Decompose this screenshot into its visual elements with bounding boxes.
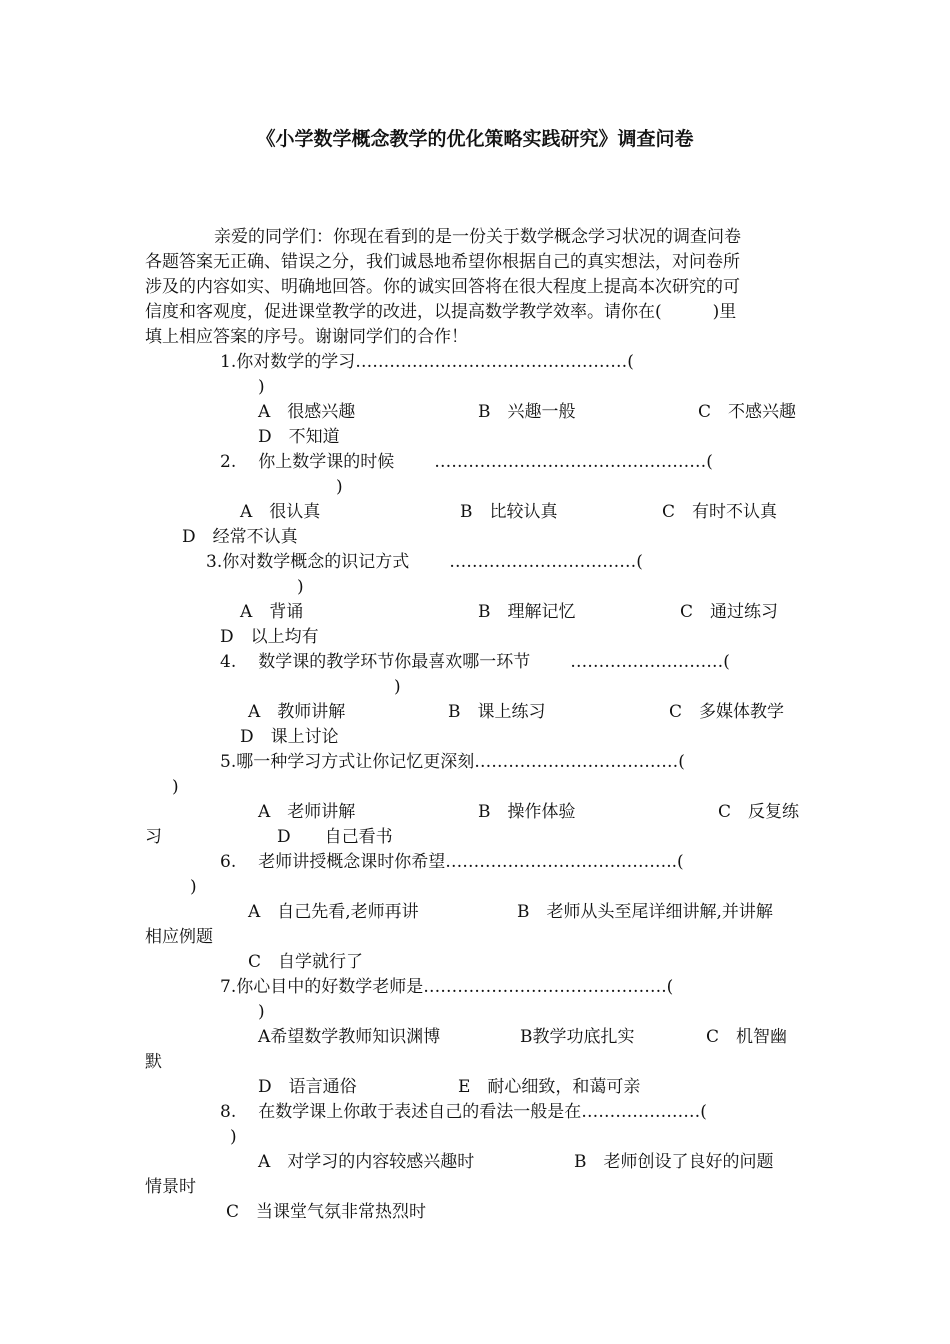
- question-1: [220, 350, 634, 375]
- answer-leader: ………………………………(: [474, 752, 685, 772]
- option-b-continued: 相应例题: [145, 927, 213, 947]
- question-8: [220, 1100, 707, 1125]
- option-c-continued: 默: [145, 1052, 162, 1072]
- option-a: A 很感兴趣: [258, 402, 356, 422]
- question-number: 2.: [220, 452, 237, 472]
- answer-leader: …………………………………………(: [434, 452, 713, 472]
- option-c: C 自学就行了: [248, 952, 364, 972]
- answer-blank-close[interactable]: ): [190, 877, 197, 897]
- option-c: C 有时不认真: [662, 502, 778, 522]
- option-b: B 兴趣一般: [478, 402, 576, 422]
- option-b-continued: 情景时: [145, 1177, 196, 1197]
- answer-leader: …………………(: [581, 1102, 707, 1122]
- option-b: B 老师从头至尾详细讲解,并讲解: [517, 902, 773, 922]
- answer-blank-close[interactable]: ): [172, 777, 179, 797]
- option-b: B 课上练习: [448, 702, 546, 722]
- option-c-continued: 习: [145, 827, 162, 847]
- question-2: [220, 450, 713, 475]
- answer-blank-close[interactable]: ): [297, 577, 304, 597]
- option-d: D 语言通俗: [258, 1077, 357, 1097]
- option-c: C 不感兴趣: [698, 402, 797, 422]
- question-text: 你对数学的学习: [236, 352, 356, 372]
- answer-leader: …………………………………….(: [423, 977, 674, 997]
- option-a: A 教师讲解: [248, 702, 346, 722]
- option-b: B教学功底扎实: [520, 1027, 635, 1047]
- option-a: A 自己先看,老师再讲: [248, 902, 419, 922]
- intro-line: 填上相应答案的序号。谢谢同学们的合作！: [145, 327, 468, 347]
- option-d: D 不知道: [258, 427, 340, 447]
- option-a: A 很认真: [240, 502, 321, 522]
- option-c: C 通过练习: [680, 602, 779, 622]
- question-number: 5.: [220, 752, 237, 772]
- option-a: A 对学习的内容较感兴趣时: [258, 1152, 475, 1172]
- answer-blank-close[interactable]: ): [394, 677, 401, 697]
- question-number: 4.: [220, 652, 237, 672]
- intro-line: 涉及的内容如实、明确地回答。你的诚实回答将在很大程度上提高本次研究的可: [145, 277, 740, 297]
- option-a: A 老师讲解: [258, 802, 356, 822]
- question-text: 老师讲授概念课时你希望: [258, 852, 446, 872]
- question-text: 在数学课上你敢于表述自己的看法一般是在: [258, 1102, 582, 1122]
- answer-blank-close[interactable]: ): [336, 477, 343, 497]
- question-text: 哪一种学习方式让你记忆更深刻: [236, 752, 475, 772]
- option-d: D 课上讨论: [240, 727, 339, 747]
- option-c: C 机智幽: [706, 1027, 788, 1047]
- option-b: B 老师创设了良好的问题: [574, 1152, 774, 1172]
- question-number: 7.: [220, 977, 237, 997]
- question-number: 3.: [206, 552, 223, 572]
- question-text: 数学课的教学环节你最喜欢哪一环节: [258, 652, 531, 672]
- answer-blank-close[interactable]: ): [230, 1127, 237, 1147]
- option-c: C 多媒体教学: [669, 702, 785, 722]
- answer-blank-close[interactable]: ): [258, 377, 265, 397]
- intro-line: 亲爱的同学们：你现在看到的是一份关于数学概念学习状况的调查问卷: [214, 227, 741, 247]
- option-b: B 理解记忆: [478, 602, 576, 622]
- question-number: 6.: [220, 852, 237, 872]
- option-d: D 经常不认真: [182, 527, 298, 547]
- option-b: B 比较认真: [460, 502, 558, 522]
- option-a: A希望数学教师知识渊博: [258, 1027, 441, 1047]
- option-b: B 操作体验: [478, 802, 576, 822]
- intro-line: 信度和客观度，促进课堂教学的改进，以提高数学教学效率。请你在( )里: [145, 302, 737, 322]
- option-c: C 当课堂气氛非常热烈时: [226, 1202, 427, 1222]
- question-number: 1.: [220, 352, 237, 372]
- question-number: 8.: [220, 1102, 237, 1122]
- question-4: [220, 650, 730, 675]
- answer-leader: …………………………………………(: [355, 352, 634, 372]
- questionnaire-title: 《小学数学概念教学的优化策略实践研究》调查问卷: [256, 128, 694, 150]
- question-text: 你心目中的好数学老师是: [236, 977, 424, 997]
- option-e: E 耐心细致，和蔼可亲: [458, 1077, 641, 1097]
- option-d: D 自己看书: [277, 827, 393, 847]
- option-c: C 反复练: [718, 802, 800, 822]
- question-5: [220, 750, 685, 775]
- question-3: [206, 550, 643, 575]
- answer-blank-close[interactable]: ): [258, 1002, 265, 1022]
- answer-leader: ………………………(: [570, 652, 730, 672]
- question-6: [220, 850, 684, 875]
- answer-leader: …………………………………..(: [445, 852, 684, 872]
- option-d: D 以上均有: [220, 627, 319, 647]
- question-text: 你对数学概念的识记方式: [222, 552, 410, 572]
- intro-line: 各题答案无正确、错误之分，我们诚恳地希望你根据自己的真实想法，对问卷所: [145, 252, 740, 272]
- answer-leader: ……………………………(: [449, 552, 643, 572]
- option-a: A 背诵: [240, 602, 304, 622]
- question-text: 你上数学课的时候: [258, 452, 395, 472]
- question-7: [220, 975, 673, 1000]
